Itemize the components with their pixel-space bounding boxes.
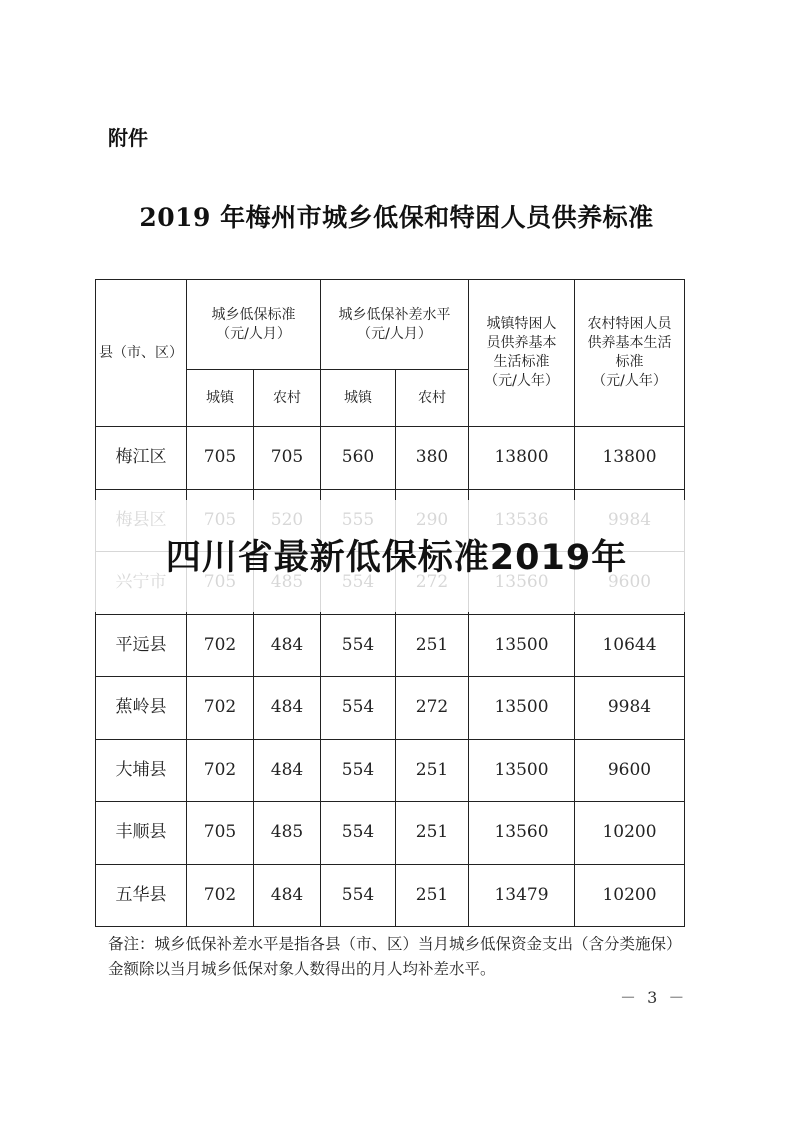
value-cell: 702 [187, 677, 254, 740]
header-sub-rural: 农村 [254, 370, 321, 427]
value-cell: 13500 [469, 614, 575, 677]
header-rural-special-poverty: 农村特困人员 供养基本生活 标准 （元/人年） [575, 280, 685, 427]
value-cell: 10200 [575, 864, 685, 927]
value-cell: 13479 [469, 864, 575, 927]
value-cell: 10644 [575, 614, 685, 677]
value-cell: 251 [396, 739, 469, 802]
value-cell: 13800 [469, 427, 575, 490]
value-cell: 9600 [575, 739, 685, 802]
value-cell: 13560 [469, 802, 575, 865]
value-cell: 380 [396, 427, 469, 490]
overlay-title: 四川省最新低保标准2019年 [165, 538, 628, 578]
county-cell: 五华县 [96, 864, 187, 927]
header-sub-urban: 城镇 [321, 370, 396, 427]
table-row [96, 802, 685, 865]
value-cell: 554 [321, 864, 396, 927]
header-urban-rural-standard: 城乡低保标准 （元/人月） [187, 280, 321, 370]
value-cell: 484 [254, 614, 321, 677]
value-cell: 705 [187, 802, 254, 865]
value-cell: 554 [321, 739, 396, 802]
table-row [96, 739, 685, 802]
table-row [96, 614, 685, 677]
value-cell: 705 [187, 427, 254, 490]
footnote: 备注：城乡低保补差水平是指各县（市、区）当月城乡低保资金支出（含分类施保）金额除以当月城乡低保对象人数得出的月人均补差水平。 [108, 935, 682, 978]
table-row [96, 864, 685, 927]
value-cell: 702 [187, 739, 254, 802]
header-urban-special-poverty: 城镇特困人 员供养基本 生活标准 （元/人年） [469, 280, 575, 427]
value-cell: 484 [254, 677, 321, 740]
value-cell: 9984 [575, 677, 685, 740]
header-subsidy-level: 城乡低保补差水平 （元/人月） [321, 280, 469, 370]
county-cell: 大埔县 [96, 739, 187, 802]
value-cell: 485 [254, 802, 321, 865]
table-row [96, 677, 685, 740]
county-cell: 丰顺县 [96, 802, 187, 865]
county-cell: 梅江区 [96, 427, 187, 490]
county-cell: 平远县 [96, 614, 187, 677]
county-cell: 蕉岭县 [96, 677, 187, 740]
value-cell: 554 [321, 802, 396, 865]
value-cell: 554 [321, 677, 396, 740]
value-cell: 13800 [575, 427, 685, 490]
value-cell: 13500 [469, 739, 575, 802]
value-cell: 251 [396, 864, 469, 927]
value-cell: 251 [396, 802, 469, 865]
value-cell: 702 [187, 614, 254, 677]
value-cell: 560 [321, 427, 396, 490]
value-cell: 272 [396, 677, 469, 740]
value-cell: 13500 [469, 677, 575, 740]
value-cell: 10200 [575, 802, 685, 865]
value-cell: 484 [254, 739, 321, 802]
header-sub-urban: 城镇 [187, 370, 254, 427]
value-cell: 554 [321, 614, 396, 677]
value-cell: 484 [254, 864, 321, 927]
attachment-label: 附件 [108, 126, 148, 150]
value-cell: 702 [187, 864, 254, 927]
header-sub-rural: 农村 [396, 370, 469, 427]
header-county: 县（市、区） [96, 280, 187, 427]
page-number: － 3 － [620, 988, 688, 1007]
table-row [96, 427, 685, 490]
value-cell: 251 [396, 614, 469, 677]
value-cell: 705 [254, 427, 321, 490]
document-title: 2019 年梅州市城乡低保和特困人员供养标准 [139, 203, 654, 232]
